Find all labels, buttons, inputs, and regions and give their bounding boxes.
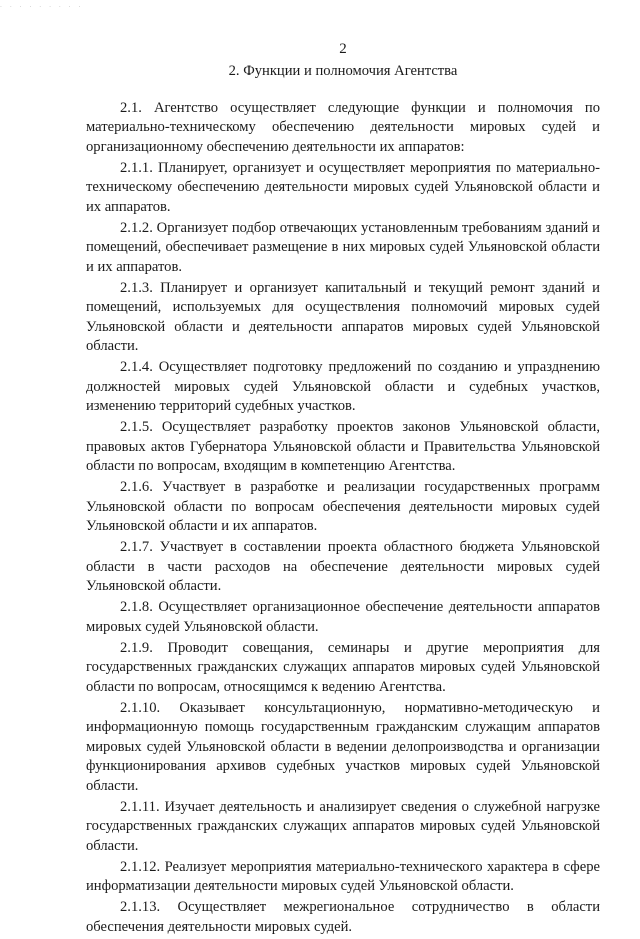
paragraph-2-1-10: 2.1.10. Оказывает консультационную, нормативно-методическую и информационную помощь государственным гражданским служащим аппаратов мировых судей Ульяновской области в ведении делопроизводства и организации функционирования архивов судебных участков мировых судей Ульяновской области. — [86, 699, 600, 794]
paragraph-2-1-6: 2.1.6. Участвует в разработке и реализации государственных программ Ульяновской области по вопросам обеспечения деятельности мировых судей Ульяновской области и их аппаратов. — [86, 479, 600, 534]
paragraph-2-1-12: 2.1.12. Реализует мероприятия материально-технического характера в сфере информатизации деятельности мировых судей Ульяновской области. — [86, 858, 600, 894]
paragraph-2-1-7: 2.1.7. Участвует в составлении проекта областного бюджета Ульяновской области в части расходов на обеспечение деятельности мировых судей Ульяновской области. — [86, 539, 600, 594]
document-page — [86, 40, 600, 939]
paragraph-2-1-9: 2.1.9. Проводит совещания, семинары и другие мероприятия для государственных гражданских служащих аппаратов мировых судей Ульяновской области по вопросам, относящимся к ведению Агентства. — [86, 639, 600, 695]
paragraph-2-1-8: 2.1.8. Осуществляет организационное обеспечение деятельности аппаратов мировых судей Ульяновской области. — [86, 599, 600, 635]
paragraph-2-1-4: 2.1.4. Осуществляет подготовку предложений по созданию и упразднению должностей мировых судей Ульяновской области и судебных участков, изменению территорий судебных участков. — [86, 359, 600, 414]
paragraph-2-1-3: 2.1.3. Планирует и организует капитальный и текущий ремонт зданий и помещений, используемых для осуществления полномочий мировых судей Ульяновской области и деятельности аппаратов мировых судей Ульяновской области. — [86, 279, 600, 354]
scan-artifact-marks: · · · · · · · · · — [0, 4, 84, 11]
paragraph-2-1-2: 2.1.2. Организует подбор отвечающих установленным требованиям зданий и помещений, обеспечивает размещение в них мировых судей Ульяновской области и их аппаратов. — [86, 219, 600, 275]
section-title: 2. Функции и полномочия Агентства — [228, 63, 458, 79]
paragraph-2-1-1: 2.1.1. Планирует, организует и осуществляет мероприятия по материально-техническому обеспечению деятельности мировых судей Ульяновской области и их аппаратов. — [86, 159, 600, 215]
page-number: 2 — [339, 41, 347, 57]
paragraph-2-1: 2.1. Агентство осуществляет следующие функции и полномочия по материально-техническому обеспечению деятельности мировых судей и организационному обеспечению деятельности их аппаратов: — [86, 99, 600, 155]
paragraph-2-1-11: 2.1.11. Изучает деятельность и анализирует сведения о служебной нагрузке государственных гражданских служащих аппаратов мировых судей Ульяновской области. — [86, 798, 600, 854]
paragraph-2-1-5: 2.1.5. Осуществляет разработку проектов законов Ульяновской области, правовых актов Губернатора Ульяновской области и Правительства Ульяновской области по вопросам, входящим в компетенцию Агентства. — [86, 419, 600, 474]
paragraph-2-1-13: 2.1.13. Осуществляет межрегиональное сотрудничество в области обеспечения деятельности мировых судей. — [86, 899, 600, 935]
